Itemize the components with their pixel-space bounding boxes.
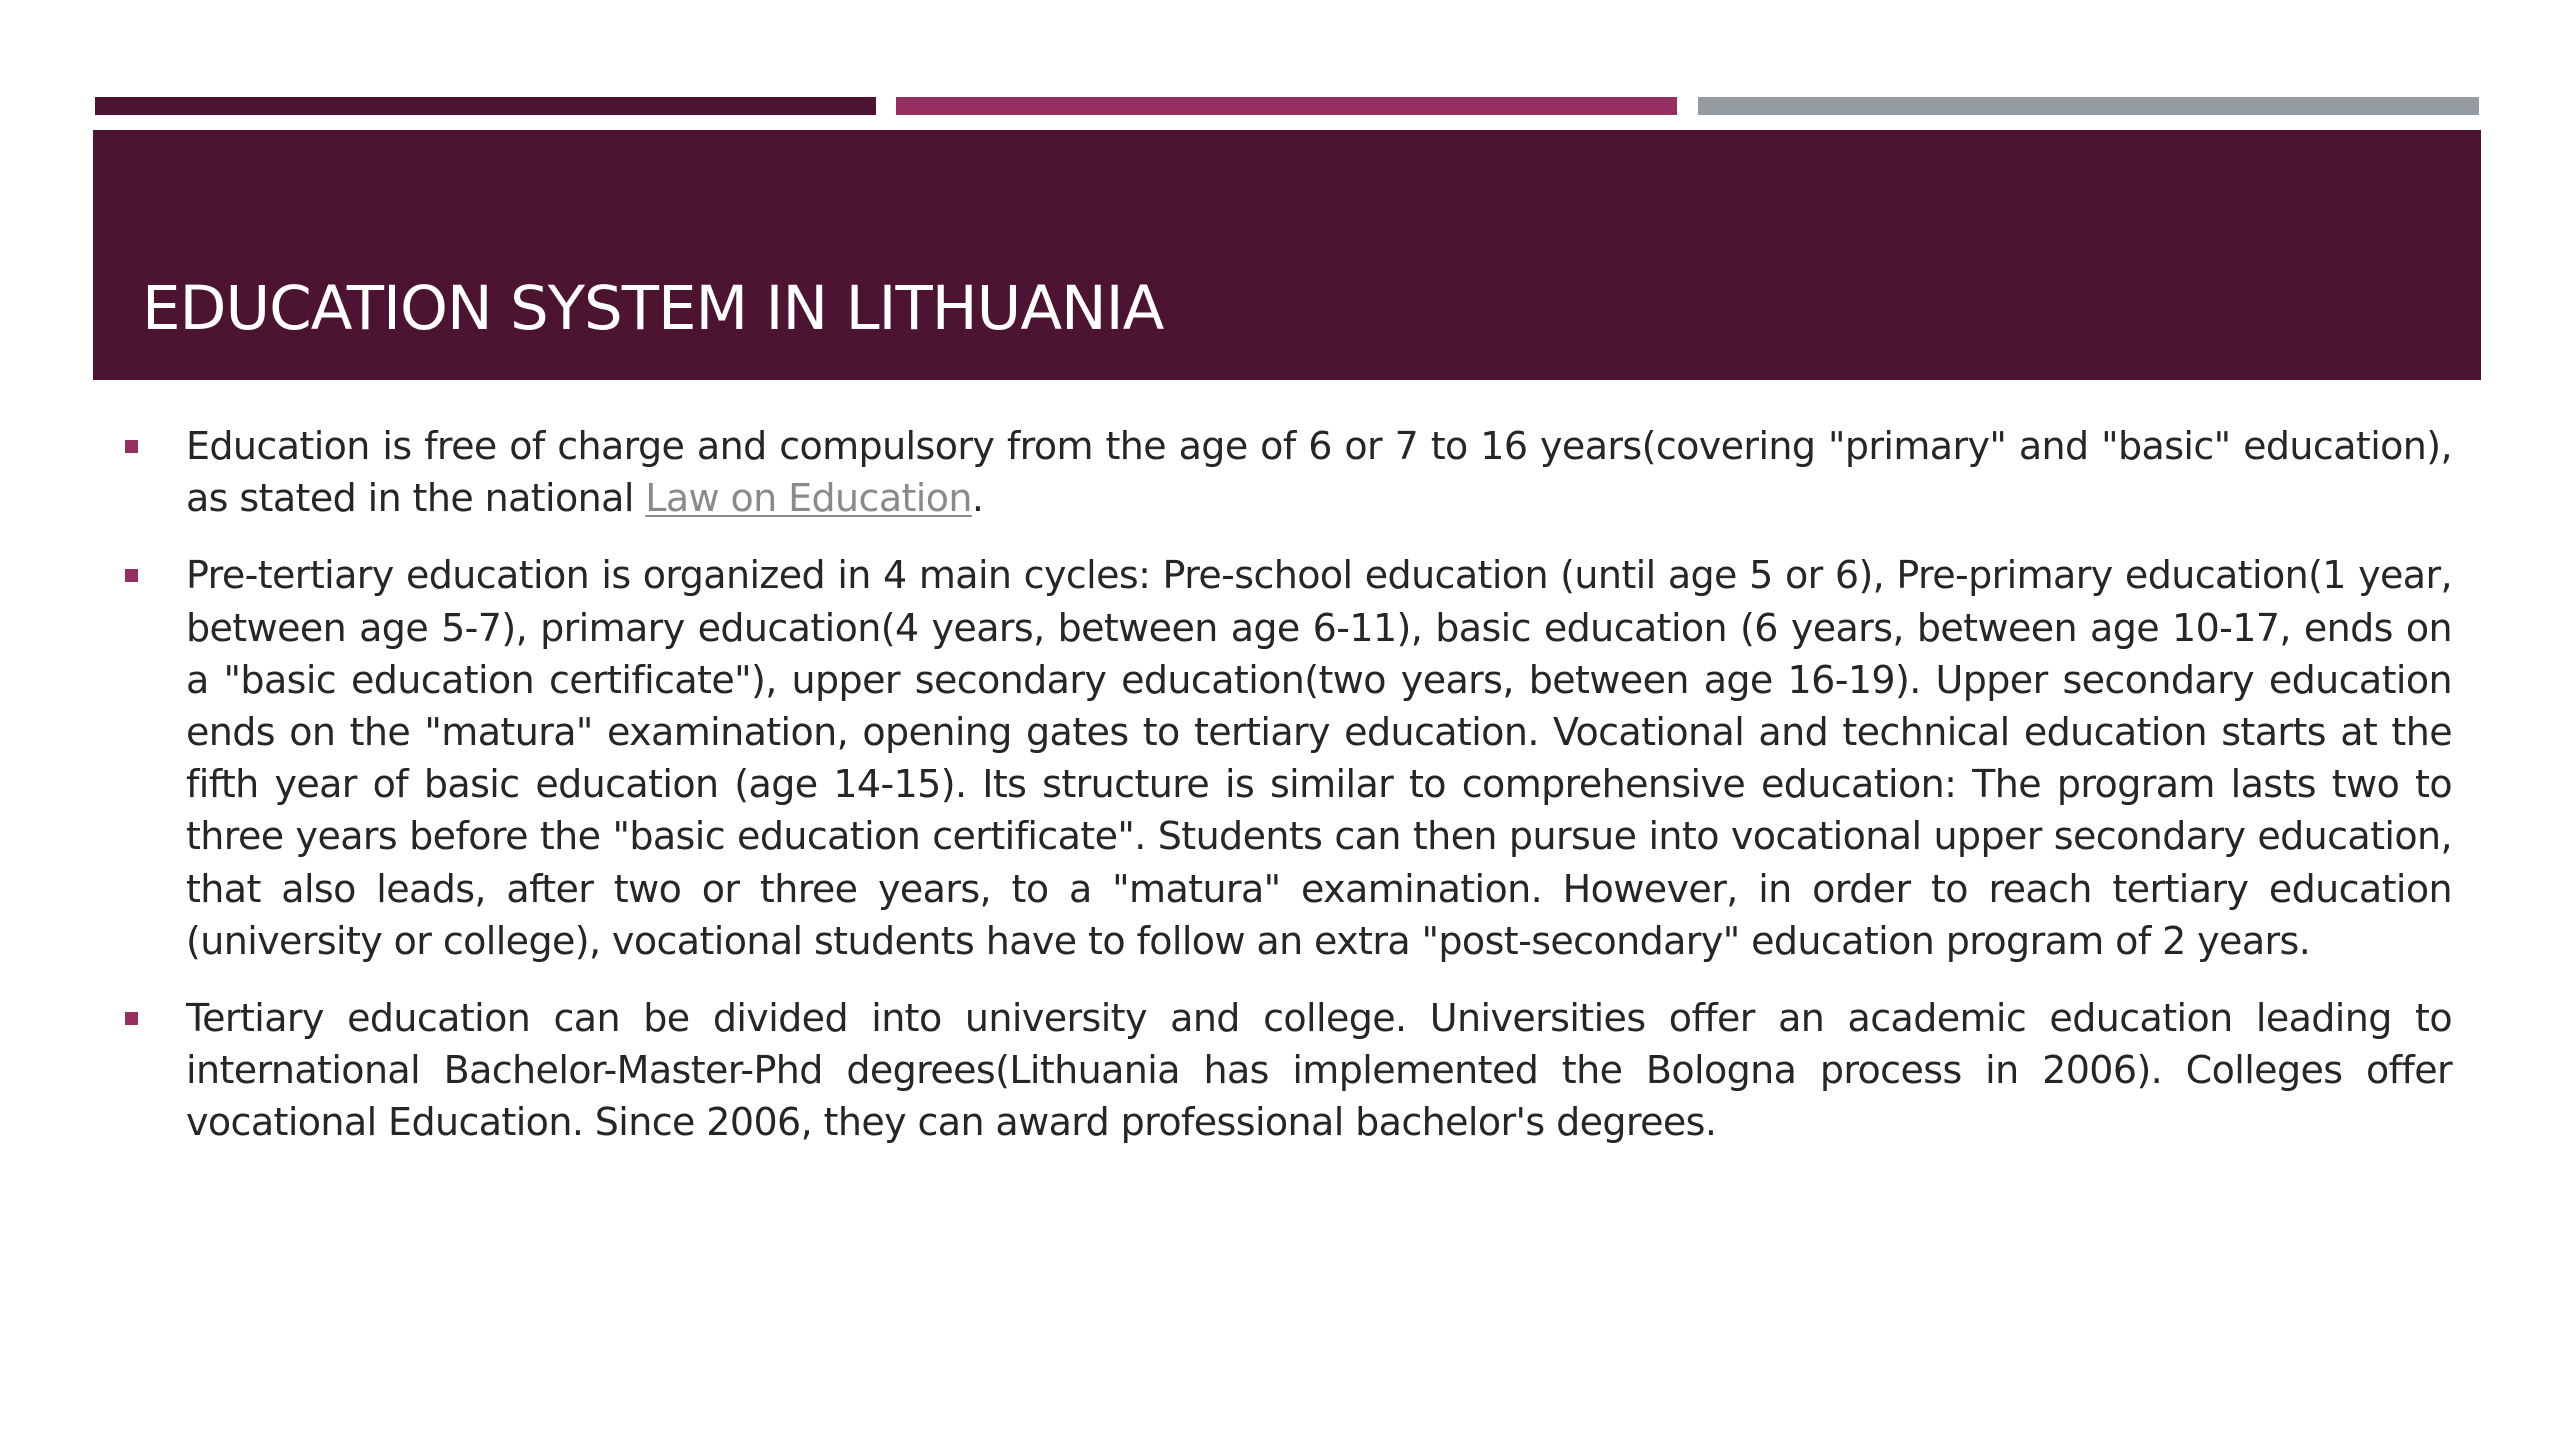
title-band bbox=[93, 130, 2481, 380]
law-on-education-link[interactable]: Law on Education bbox=[645, 476, 972, 521]
square-bullet-icon bbox=[125, 440, 138, 453]
square-bullet-icon bbox=[125, 1012, 138, 1025]
slide-title: EDUCATION SYSTEM IN LITHUANIA bbox=[142, 273, 1164, 344]
accent-bar-magenta bbox=[896, 97, 1677, 115]
bullet-1-text: Education is free of charge and compulsory from the age of 6 or 7 to 16 years(covering "primary" and "basic" education), as stated in the national bbox=[186, 424, 2452, 521]
square-bullet-icon bbox=[125, 569, 138, 582]
bullet-item-3 bbox=[186, 992, 2452, 1149]
accent-bar-gray bbox=[1698, 97, 2479, 115]
bullet-3-text: Tertiary education can be divided into university and college. Universities offer an academic education leading to international Bachelor-Master-Phd degrees(Lithuania has implemented the Bologna process in 2006). Colleges offer vocational Education. Since 2006, they can award professional bachelor's degrees. bbox=[186, 996, 2452, 1145]
bullet-1-text-end: . bbox=[971, 476, 984, 521]
bullet-item-1 bbox=[186, 420, 2452, 524]
bullet-item-2 bbox=[186, 549, 2452, 967]
bullet-list bbox=[186, 420, 2452, 1174]
accent-bar-dark bbox=[95, 97, 876, 115]
bullet-2-text: Pre-tertiary education is organized in 4 main cycles: Pre-school education (until age 5 or 6), Pre-primary education(1 year, between age 5-7), primary education(4 years, between age 6-11), basic education (6 years, between age 10-17, ends on a "basic education certificate"), upper secondary education(two years, between age 16-19). Upper secondary education ends on the "matura" examination, opening gates to tertiary education. Vocational and technical education starts at the fifth year of basic education (age 14-15). Its structure is similar to comprehensive education: The program lasts two to three years before the "basic education certificate". Students can then pursue into vocational upper secondary education, that also leads, after two or three years, to a "matura" examination. However, in order to reach tertiary education (university or college), vocational students have to follow an extra "post-secondary" education program of 2 years. bbox=[186, 553, 2452, 963]
